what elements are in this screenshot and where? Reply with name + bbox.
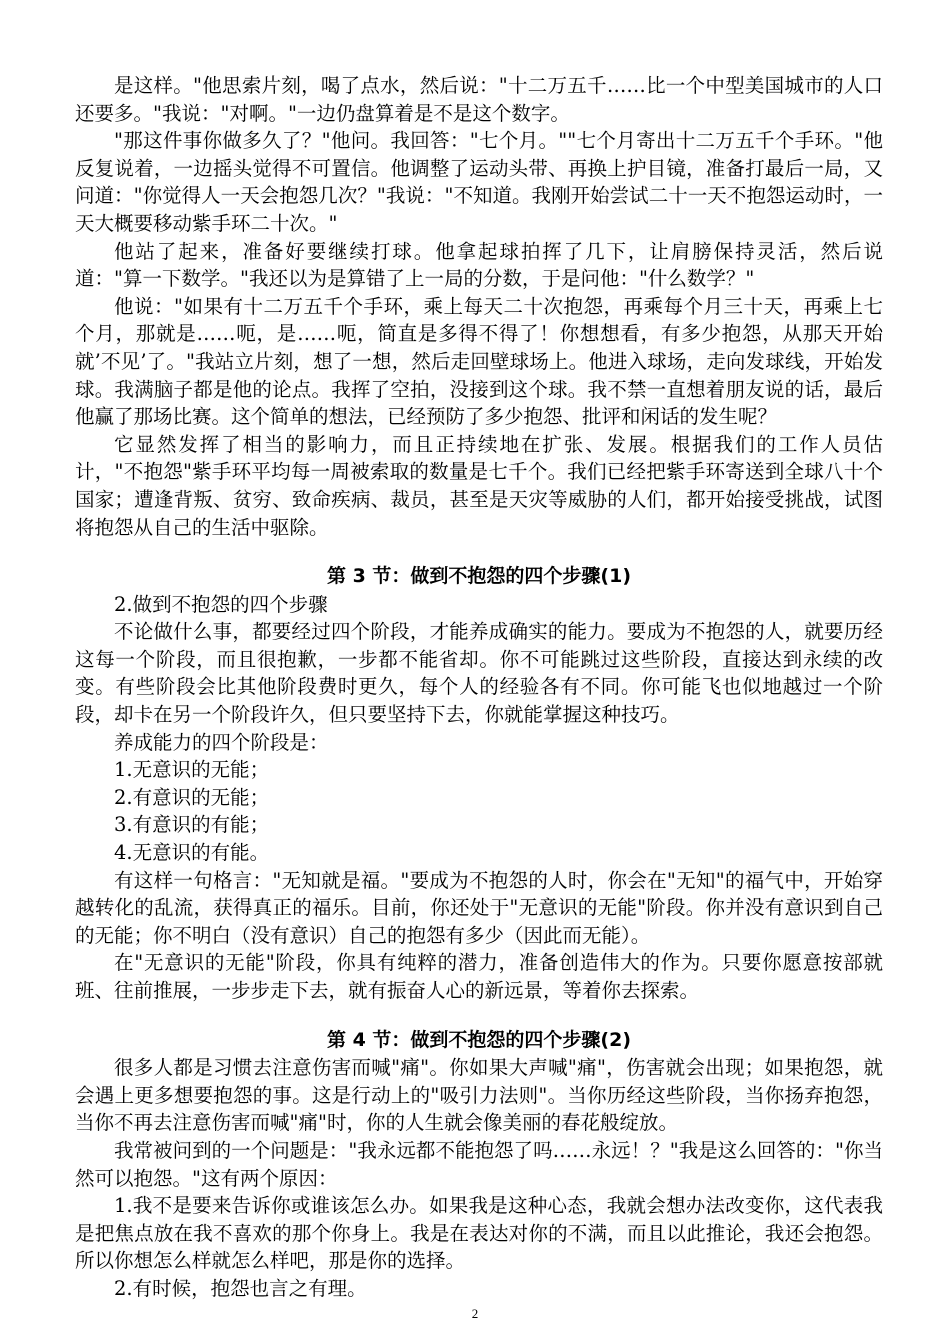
page-number: 2 xyxy=(471,1306,479,1321)
body-paragraph: 在"无意识的无能"阶段，你具有纯粹的潜力，准备创造伟大的作为。只要你愿意按部就班、往前推展，一步步走下去，就有振奋人心的新远景，等着你去探索。 xyxy=(75,951,883,1002)
body-paragraph: 我常被问到的一个问题是："我永远都不能抱怨了吗……永远！？"我是这么回答的："你当然可以抱怨。"这有两个原因： xyxy=(75,1138,883,1190)
stage-item: 1.无意识的无能； xyxy=(114,758,270,782)
stage-item: 2.有意识的无能； xyxy=(114,785,270,809)
spacer xyxy=(75,1005,883,1027)
body-paragraph: 2.有时候，抱怨也言之有理。 xyxy=(114,1276,367,1300)
body-paragraph: 有这样一句格言："无知就是福。"要成为不抱怨的人时，你会在"无知"的福气中，开始穿越转化的乱流，获得真正的福乐。目前，你还处于"无意识的无能"阶段。你并没有意识到自己的无能；你不明白（没有意识）自己的抱怨有多少（因此而无能）。 xyxy=(75,868,883,947)
body-paragraph: 他站了起来，准备好要继续打球。他拿起球拍挥了几下，让肩膀保持灵活，然后说道："算一下数学。"我还以为是算错了上一局的分数，于是问他："什么数学？" xyxy=(75,239,883,291)
stage-item: 4.无意识的有能。 xyxy=(114,841,270,865)
body-paragraph: 他说："如果有十二万五千个手环，乘上每天二十次抱怨，再乘每个月三十天，再乘上七个月，那就是……呃，是……呃，简直是多得不得了！你想想看，有多少抱怨，从那天开始就’不见’了。"我站立片刻，想了一想，然后走回壁球场上。他进入球场，走向发球线，开始发球。我满脑子都是他的论点。我挥了空拍，没接到这个球。我不禁一直想着朋友说的话，最后他赢了那场比赛。这个简单的想法，已经预防了多少抱怨、批评和闲话的发生呢？ xyxy=(75,294,883,429)
body-paragraph: 是这样。"他思索片刻，喝了点水，然后说："十二万五千……比一个中型美国城市的人口还要多。"我说："对啊。"一边仍盘算着是不是这个数字。 xyxy=(75,74,883,125)
section-3-heading: 第 3 节：做到不抱怨的四个步骤(1) xyxy=(326,565,632,588)
document-page xyxy=(75,72,883,1303)
section-4-heading: 第 4 节：做到不抱怨的四个步骤(2) xyxy=(326,1028,632,1051)
body-paragraph: 很多人都是习惯去注意伤害而喊"痛"。你如果大声喊"痛"，伤害就会出现；如果抱怨，就会遇上更多想要抱怨的事。这是行动上的"吸引力法则"。当你历经这些阶段，当你扬弃抱怨，当你不再去注意伤害而喊"痛"时，你的人生就会像美丽的春花般绽放。 xyxy=(75,1056,883,1135)
body-paragraph: "那这件事你做多久了？"他问。我回答："七个月。""七个月寄出十二万五千个手环。"他反复说着，一边摇头觉得不可置信。他调整了运动头带、再换上护目镜，准备打最后一局，又问道："你觉得人一天会抱怨几次？"我说："不知道。我刚开始尝试二十一天不抱怨运动时，一天大概要移动紫手环二十次。" xyxy=(75,129,883,235)
stages-intro: 养成能力的四个阶段是： xyxy=(114,730,329,754)
stage-item: 3.有意识的有能； xyxy=(114,813,270,837)
section-3-subheading: 2.做到不抱怨的四个步骤 xyxy=(114,592,328,616)
spacer xyxy=(75,541,883,563)
body-paragraph: 不论做什么事，都要经过四个阶段，才能养成确实的能力。要成为不抱怨的人，就要历经这每一个阶段，而且很抱歉，一步都不能省却。你不可能跳过这些阶段，直接达到永续的改变。有些阶段会比其他阶段费时更久，每个人的经验各有不同。你可能飞也似地越过一个阶段，却卡在另一个阶段许久，但只要坚持下去，你就能掌握这种技巧。 xyxy=(75,620,883,727)
body-paragraph: 1.我不是要来告诉你或谁该怎么办。如果我是这种心态，我就会想办法改变你，这代表我是把焦点放在我不喜欢的那个你身上。我是在表达对你的不满，而且以此推论，我还会抱怨。所以你想怎么样就怎么样吧，那是你的选择。 xyxy=(75,1194,883,1273)
body-paragraph: 它显然发挥了相当的影响力，而且正持续地在扩张、发展。根据我们的工作人员估计，"不抱怨"紫手环平均每一周被索取的数量是七千个。我们已经把紫手环寄送到全球八十个国家；遭逢背叛、贫穷、致命疾病、裁员，甚至是天灾等威胁的人们，都开始接受挑战，试图将抱怨从自己的生活中驱除。 xyxy=(75,432,883,539)
